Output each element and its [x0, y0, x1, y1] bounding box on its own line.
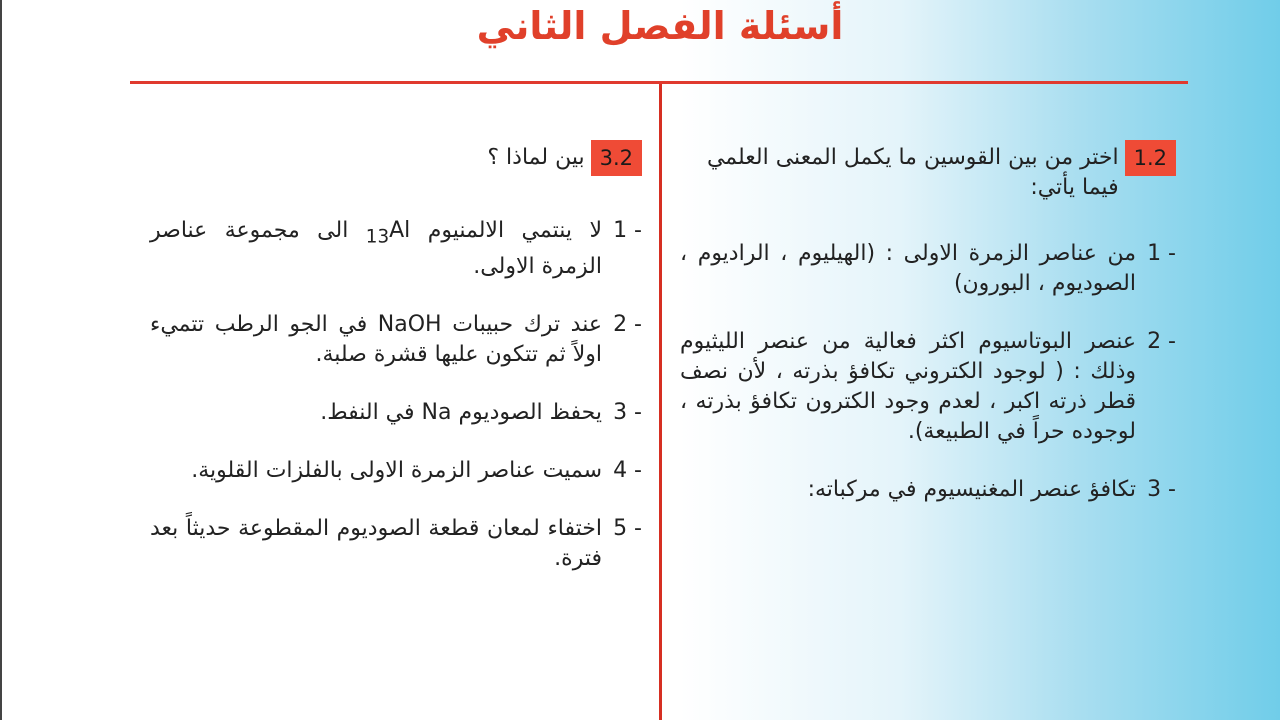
item-text: سميت عناصر الزمرة الاولى بالفلزات القلوية. — [191, 458, 602, 484]
question-number-badge: 3.2 — [591, 140, 642, 176]
item-text-after: الى مجموعة عناصر الزمرة الاولى. — [150, 218, 602, 280]
item-text: عند ترك حبيبات NaOH في الجو الرطب تتميء اولاً ثم تتكون عليها قشرة صلبة. — [150, 312, 602, 368]
question-text: اختر من بين القوسين ما يكمل المعنى العلمي فيما يأتي: — [706, 145, 1119, 200]
question-1-2-header — [680, 140, 1176, 203]
item-number: 5 - — [613, 516, 642, 542]
element-symbol: Al — [389, 218, 411, 243]
chemical-symbol — [365, 218, 411, 248]
column-divider — [659, 84, 662, 720]
list-item — [680, 327, 1176, 447]
question-number-badge: 1.2 — [1125, 140, 1176, 176]
item-number: 2 - — [613, 312, 642, 338]
list-item — [150, 216, 642, 282]
item-number: 2 - — [1147, 329, 1176, 354]
list-item — [150, 514, 642, 574]
atomic-number: 13 — [365, 226, 390, 248]
list-item — [150, 398, 642, 428]
item-text: من عناصر الزمرة الاولى : (الهيليوم ، الراديوم ، الصوديوم ، البورون) — [680, 241, 1136, 296]
question-3-2-section — [150, 140, 642, 574]
item-number: 4 - — [613, 458, 642, 484]
page-title: أسئلة الفصل الثاني — [476, 4, 844, 48]
question-1-2-section — [680, 140, 1176, 505]
item-number: 3 - — [1147, 477, 1176, 502]
list-item — [680, 239, 1176, 299]
item-text: تكافؤ عنصر المغنيسيوم في مركباته: — [807, 477, 1136, 502]
item-text: اختفاء لمعان قطعة الصوديوم المقطوعة حديثاً بعد فترة. — [150, 516, 602, 572]
question-text: بين لماذا ؟ — [487, 145, 585, 170]
list-item — [150, 456, 642, 486]
page-left-edge — [0, 0, 2, 720]
item-text — [150, 216, 602, 282]
item-number: 1 - — [1147, 241, 1176, 266]
question-3-2-header — [150, 140, 642, 176]
item-text: عنصر البوتاسيوم اكثر فعالية من عنصر الليثيوم وذلك : ( لوجود الكتروني تكافؤ بذرته ، لأن نصف قطر ذرته اكبر ، لعدم وجود الكترون تكافؤ بذرته ، لوجوده حراً في الطبيعة). — [680, 329, 1136, 444]
item-text-before: لا ينتمي الالمنيوم — [410, 218, 602, 243]
item-text: يحفظ الصوديوم Na في النفط. — [320, 400, 602, 426]
item-number: 1 - — [613, 218, 642, 243]
list-item — [150, 310, 642, 370]
list-item — [680, 475, 1176, 505]
item-number: 3 - — [613, 400, 642, 426]
